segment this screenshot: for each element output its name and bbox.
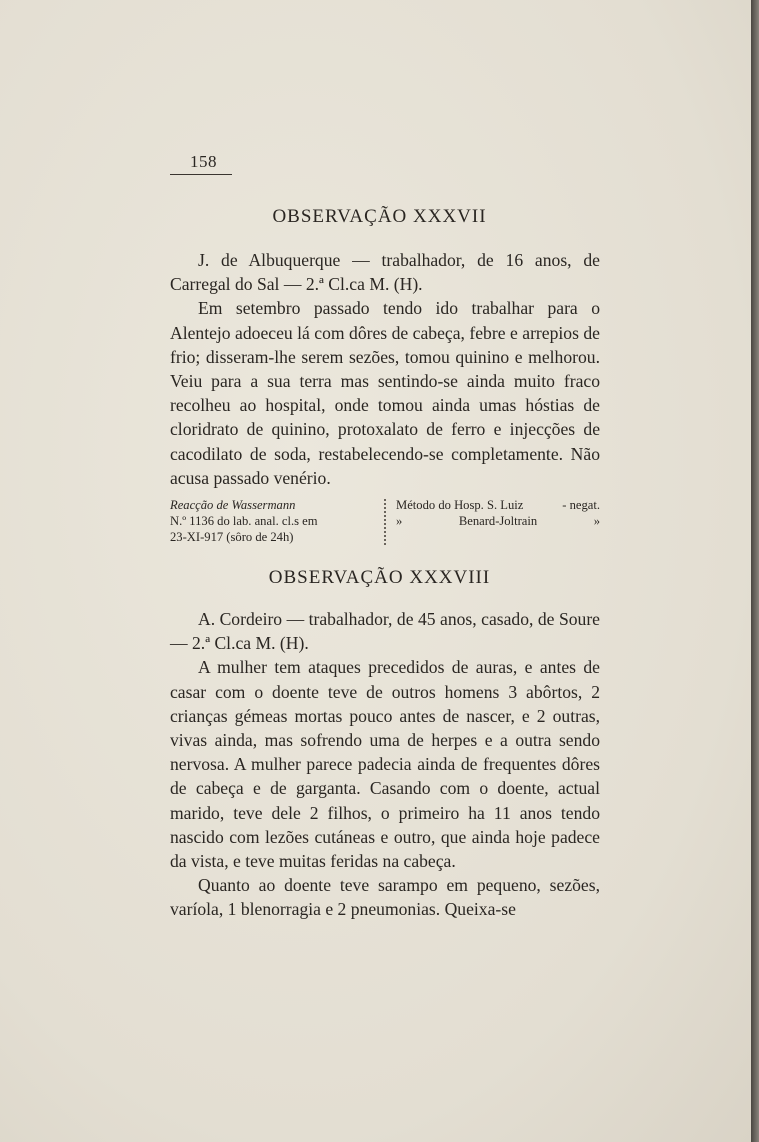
paragraph: A. Cordeiro — trabalhador, de 45 anos, casado, de Soure — 2.ª Cl.ca M. (H). [170,609,600,654]
paragraph: Quanto ao doente teve sarampo em pequeno, sezões, varíola, 1 blenorragia e 2 pneumonias. Queixa-se [170,875,600,920]
observation-38-text [170,607,600,922]
paragraph: J. de Albuquerque — trabalhador, de 16 anos, de Carregal do Sal — 2.ª Cl.ca M. (H). [170,250,600,295]
method-name: Método do Hosp. S. Luiz [396,498,524,512]
lab-date: 23-XI-917 (sôro de 24h) [170,530,294,544]
ditto-mark: » [593,514,600,528]
lab-results [396,497,600,529]
observation-38-heading: OBSERVAÇÃO XXXVIII [268,567,491,588]
lab-result-row [396,513,600,529]
lab-title: Reacção de Wassermann [170,498,296,512]
method-name: Benard-Joltrain [458,514,538,528]
observation-37-heading: OBSERVAÇÃO XXXVII [272,206,487,227]
lab-reference [170,497,380,545]
lab-result-row [396,497,600,513]
paragraph: Em setembro passado tendo ido trabalhar para o Alentejo adoeceu lá com dôres de cabeça, febre e arrepios de frio; disseram-lhe serem sezões, tomou quinino e melhorou. Veiu para a sua terra mas sentindo-se ainda muito fraco recolheu ao hospital, onde tomou ainda umas hóstias de cloridrato de quinino, protoxalato de ferro e injecções de cacodilato de soda, restabelecendo-se completamente. Não acusa passado venério. [170,298,600,488]
paragraph: A mulher tem ataques precedidos de auras, e antes de casar com o doente teve de outros homens 3 abôrtos, 2 crianças gémeas mortas pouco antes de nascer, e 2 outras, vivas ainda, mas sofrendo uma de herpes e a outra sendo nervosa. A mulher parece padecia ainda de frequentes dôres de cabeça e de garganta. Casando com o doente, actual marido, teve dele 2 filhos, o primeiro ha 11 anos tendo nascido com lezões cutáneas e outro, que ainda hoje padece da vista, e teve muitas feridas na cabeça. [170,657,600,872]
page-edge-shadow [751,0,759,1142]
dotted-divider [384,499,386,545]
observation-37-text [170,248,600,490]
page-number: 158 [190,152,217,171]
lab-number: N.º 1136 do lab. anal. cl.s em [170,514,318,528]
page-number-rule [170,174,232,175]
ditto-mark: » [396,514,403,528]
method-result: - negat. [562,498,600,512]
